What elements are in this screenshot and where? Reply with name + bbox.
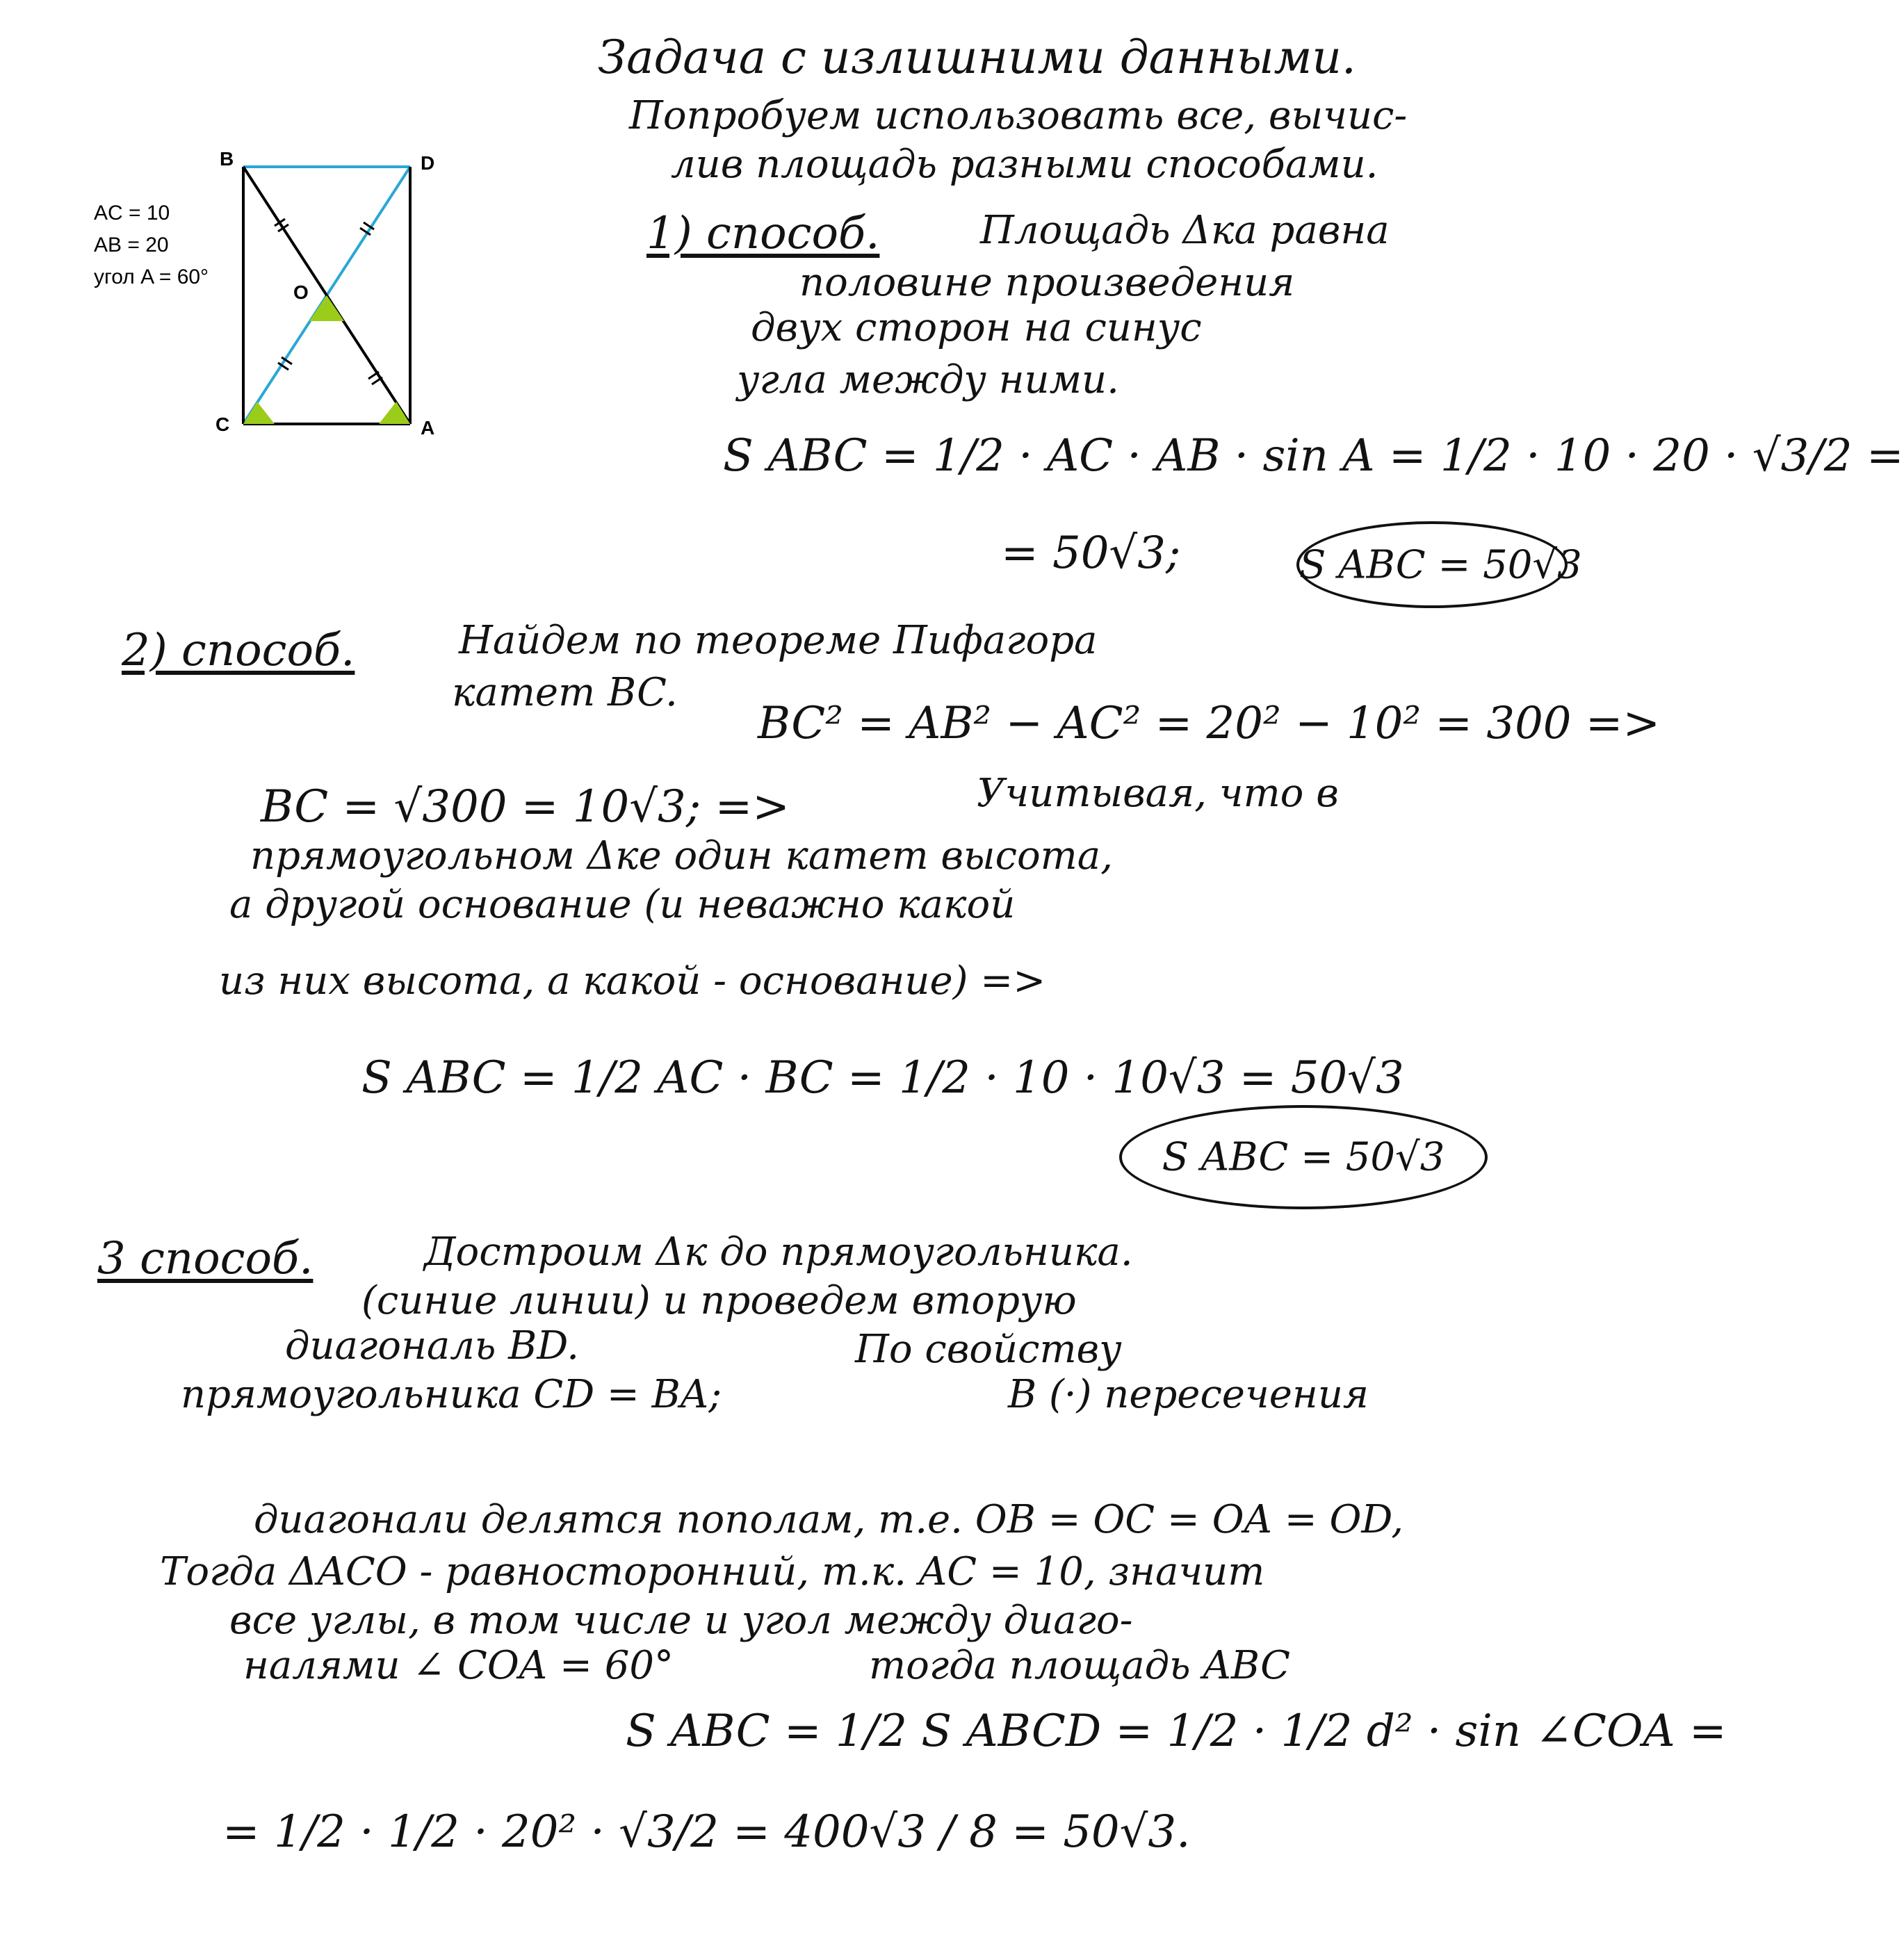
method-3-formula-1: S ABC = 1/2 S ABCD = 1/2 · 1/2 d² · sin ∠COA = [626, 1706, 1727, 1757]
label-a: A [421, 417, 435, 439]
method-1-line-1: Площадь Δка равна [980, 208, 1390, 253]
rectangle-diagram [209, 146, 459, 445]
label-c: C [215, 414, 230, 435]
method-1-line-3: двух сторон на синус [751, 305, 1202, 350]
method-2-formula-1: BC² = AB² − AC² = 20² − 10² = 300 => [758, 698, 1661, 749]
method-2-formula-2: BC = √300 = 10√3; => [261, 781, 790, 833]
method-2-text-2: прямоугольном Δке один катет высота, [250, 833, 1113, 878]
method-3-line-7: все углы, в том числе и угол между диаго- [229, 1598, 1133, 1643]
method-1-result: = 50√3; [1001, 528, 1181, 579]
method-1-formula: S ABC = 1/2 · AC · AB · sin A = 1/2 · 10 · 20 · √3/2 = [723, 430, 1904, 482]
method-2-answer: S ABC = 50√3 [1162, 1134, 1445, 1180]
method-1-label: 1) способ. [646, 208, 880, 259]
method-2-formula-3: S ABC = 1/2 AC · BC = 1/2 · 10 · 10√3 = 50√3 [361, 1052, 1404, 1104]
title-line-3: лив площадь разными способами. [671, 142, 1378, 187]
method-3-line-8b: тогда площадь ABC [869, 1643, 1290, 1688]
method-1-answer: S ABC = 50√3 [1299, 542, 1582, 587]
method-2-text-3: а другой основание (и неважно какой [229, 882, 1016, 927]
method-2-answer-oval [1119, 1105, 1488, 1209]
label-d: D [421, 152, 435, 174]
method-2-text-4: из них высота, а какой - основание) => [219, 958, 1046, 1004]
method-2-text-1: Учитывая, что в [977, 771, 1339, 816]
angle-mark-o [309, 295, 344, 321]
method-2-line-2: катет BC. [452, 670, 678, 715]
method-3-line-4: прямоугольника CD = BA; [181, 1372, 722, 1417]
method-3-line-2: (синие линии) и проведем вторую [361, 1278, 1077, 1323]
title-line-1: Задача с излишними данными. [598, 31, 1356, 84]
given-ab: AB = 20 [94, 234, 169, 256]
method-3-line-4b: В (·) пересечения [1008, 1372, 1369, 1417]
method-1-line-4: угла между ними. [737, 357, 1119, 402]
label-b: B [220, 148, 234, 170]
method-2-label: 2) способ. [122, 625, 355, 676]
given-ac: AC = 10 [94, 202, 170, 224]
angle-mark-a [379, 402, 410, 424]
method-2-line-1: Найдем по теореме Пифагора [459, 618, 1098, 663]
method-3-line-3b: По свойству [855, 1327, 1122, 1372]
method-3-label: 3 способ. [97, 1233, 314, 1284]
given-angle: угол A = 60° [94, 265, 209, 288]
label-o: O [293, 281, 309, 303]
method-1-answer-oval [1296, 521, 1582, 608]
method-3-formula-2: = 1/2 · 1/2 · 20² · √3/2 = 400√3 / 8 = 50√3. [222, 1806, 1191, 1858]
method-3-line-8: налями ∠ COA = 60° [243, 1643, 674, 1688]
method-3-line-3: диагональ BD. [285, 1323, 580, 1368]
method-3-line-1: Достроим Δк до прямоугольника. [424, 1229, 1133, 1275]
title-line-2: Попробуем использовать все, вычис- [629, 93, 1408, 138]
method-1-line-2: половине произведения [799, 260, 1295, 305]
method-3-line-6: Тогда ΔACO - равносторонний, т.к. AC = 10, значит [160, 1549, 1265, 1594]
angle-mark-c [243, 402, 275, 424]
method-3-line-5: диагонали делятся пополам, т.е. OB = OC = OA = OD, [254, 1497, 1404, 1542]
